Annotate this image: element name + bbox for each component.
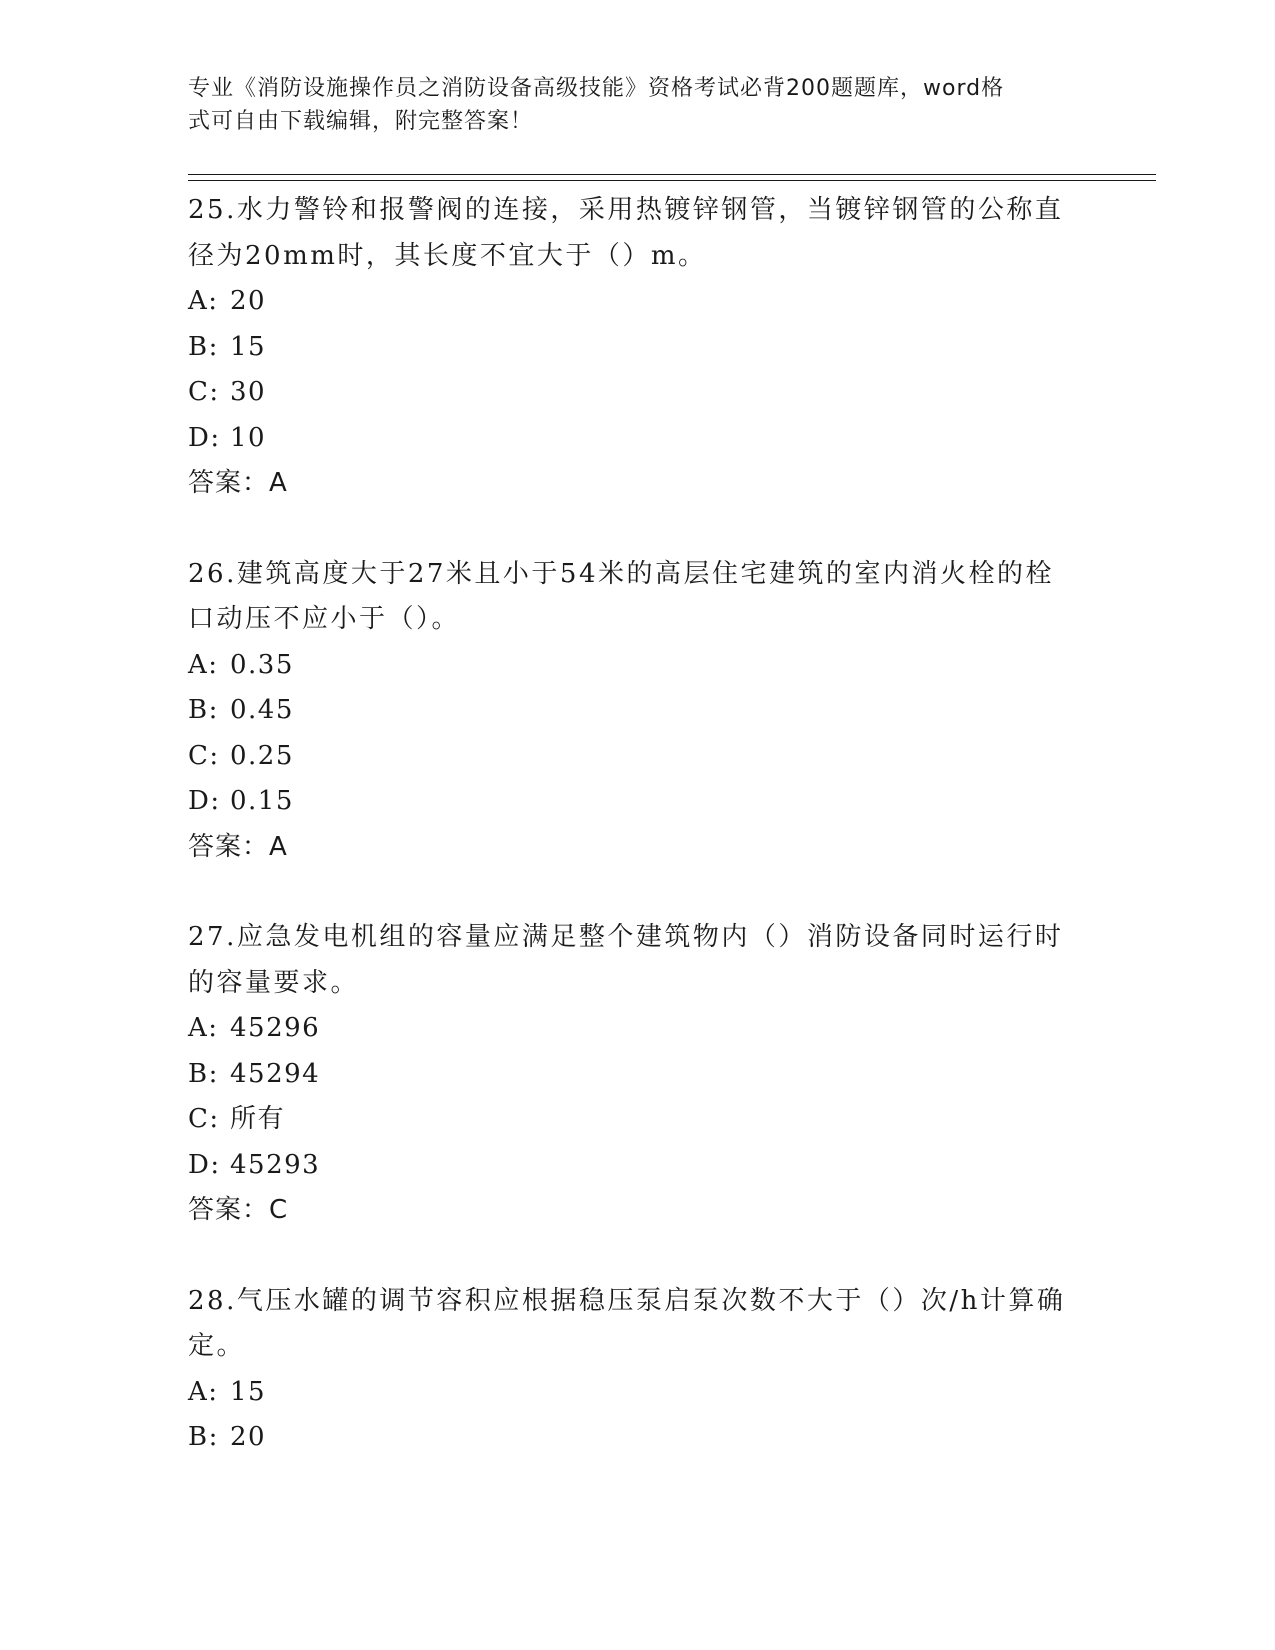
option-text: 45294: [230, 1058, 321, 1089]
spacer: [188, 507, 1108, 552]
option-key: A:: [188, 649, 219, 680]
header-line-2: 式可自由下载编辑，附完整答案！: [188, 109, 534, 134]
spacer: [188, 870, 1108, 915]
option-key: B:: [188, 331, 219, 362]
option-key: A:: [188, 1376, 219, 1407]
option-a: [188, 1370, 1108, 1416]
option-b: [188, 688, 1108, 734]
option-text: 45293: [230, 1149, 321, 1180]
option-c: [188, 1097, 1108, 1143]
option-b: [188, 325, 1108, 371]
option-key: A:: [188, 286, 219, 316]
option-d: [188, 1143, 1108, 1189]
question-25: [188, 188, 1108, 507]
header-rule-top: [188, 174, 1156, 175]
option-text: 0.45: [230, 695, 294, 725]
answer-value: A: [269, 831, 288, 862]
option-a: [188, 1006, 1108, 1052]
answer-value: A: [269, 468, 288, 498]
spacer: [188, 1234, 1108, 1279]
option-a: [188, 279, 1108, 325]
option-c: [188, 370, 1108, 416]
option-key: D:: [188, 786, 221, 816]
answer-line: [188, 1188, 1108, 1234]
question-stem-line-1: 26.建筑高度大于27米且小于54米的高层住宅建筑的室内消火栓的栓: [188, 558, 1055, 589]
option-key: C:: [188, 740, 220, 771]
question-stem-line-2: 口动压不应小于（）。: [188, 604, 461, 634]
header-line-1: 专业《消防设施操作员之消防设备高级技能》资格考试必背200题题库，word格: [188, 76, 1005, 101]
option-text: 0.35: [230, 649, 294, 680]
option-text: 20: [230, 1422, 267, 1452]
option-key: B:: [188, 1422, 219, 1452]
document-header: [188, 72, 1068, 138]
option-text: 15: [230, 1376, 267, 1407]
option-text: 30: [230, 377, 267, 407]
option-text: 15: [230, 331, 267, 362]
answer-line: [188, 825, 1108, 871]
option-d: [188, 416, 1108, 462]
option-text: 0.25: [230, 740, 294, 771]
option-text: 0.15: [230, 786, 294, 816]
answer-label: 答案：: [188, 468, 270, 498]
question-stem-line-2: 径为20mm时，其长度不宜大于（）m。: [188, 240, 707, 271]
question-stem-line-1: 25.水力警铃和报警阀的连接，采用热镀锌钢管，当镀锌钢管的公称直: [188, 195, 1064, 225]
option-text: 45296: [230, 1013, 321, 1043]
answer-label: 答案：: [188, 831, 270, 862]
question-list: [188, 188, 1108, 1461]
header-rule-bottom: [188, 180, 1156, 181]
option-key: C:: [188, 377, 220, 407]
option-key: D:: [188, 422, 221, 453]
answer-label: 答案：: [188, 1195, 270, 1225]
question-27: [188, 915, 1108, 1234]
option-c: [188, 734, 1108, 780]
option-a: [188, 643, 1108, 689]
question-stem-line-1: 28.气压水罐的调节容积应根据稳压泵启泵次数不大于（）次/h计算确: [188, 1285, 1066, 1316]
option-key: D:: [188, 1149, 221, 1180]
option-b: [188, 1052, 1108, 1098]
question-28: [188, 1279, 1108, 1461]
option-key: B:: [188, 1058, 219, 1089]
answer-line: [188, 461, 1108, 507]
option-key: B:: [188, 695, 219, 725]
answer-value: C: [269, 1195, 289, 1225]
option-key: C:: [188, 1104, 220, 1134]
option-b: [188, 1415, 1108, 1461]
question-stem-line-1: 27.应急发电机组的容量应满足整个建筑物内（）消防设备同时运行时: [188, 922, 1064, 952]
question-stem-line-2: 定。: [188, 1331, 246, 1361]
option-d: [188, 779, 1108, 825]
option-key: A:: [188, 1013, 219, 1043]
option-text: 20: [230, 286, 267, 316]
question-26: [188, 552, 1108, 871]
option-text: 所有: [230, 1104, 286, 1134]
question-stem-line-2: 的容量要求。: [188, 967, 360, 998]
option-text: 10: [230, 422, 267, 453]
